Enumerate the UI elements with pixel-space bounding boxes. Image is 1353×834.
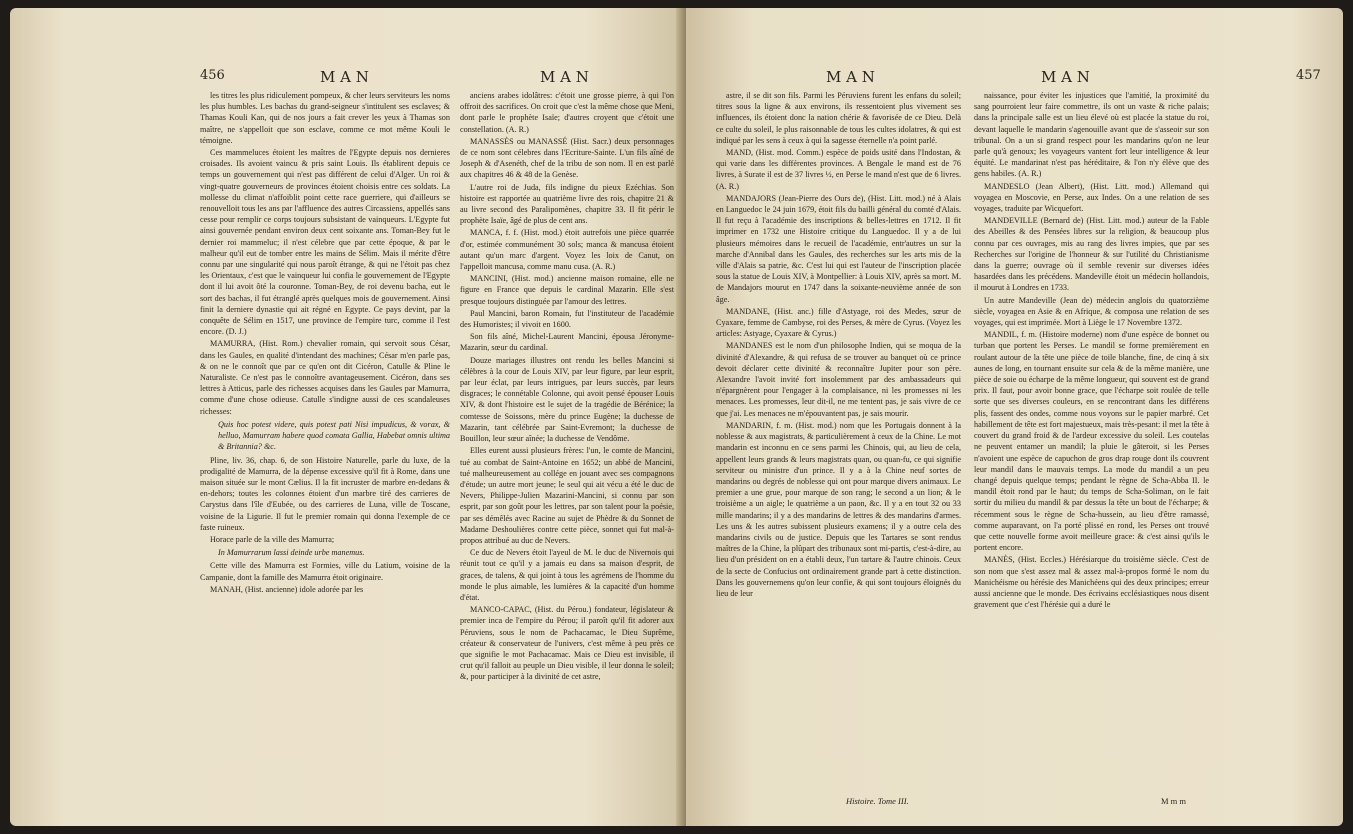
paragraph: MANASSÈS ou MANASSÉ (Hist. Sacr.) deux personnages de ce nom sont célebres dans l'Ecriture-Sainte. L'un fils aîné de Joseph & d'Asenéth, chef de la tribu de son nom. Il en est parlé aux chapitres 46 & 48 de la Genèse. bbox=[460, 136, 674, 180]
paragraph: MANDIL, f. m. (Histoire moderne) nom d'une espèce de bonnet ou turban que portent les Perses. Le mandil se forme premièrement en roulant autour de la tête une pièce de toile blanche, fine, de cinq à six aunes de long, en tournant ensuite sur cela & de la même manière, une pièce de soie ou écharpe de la même longueur, qui souvent est de grand prix. Il faut, pour avoir bonne grace, que l'écharpe soit roulée de telle sorte que ses diverses couleurs, en se rencontrant dans les différens plis, fassent des ondes, comme nous voyons sur le papier marbré. Cet habillement de tête est fort majestueux, mais très-pesant: il met la tête à couvert du grand froid & de l'ardeur excessive du soleil. Les coutelas ne peuvent entamer un mandil; la pluie le gâteroit, si les Perses n'avoient une espèce de capuchon de gros drap rouge dont ils couvrent leur mandil dans le mauvais temps. La mode du mandil a un peu changé depuis quelque temps; pendant le règne de Scha-Abba II. le mandil étoit rond par le haut; du temps de Scha-Soliman, on le fait sortir du milieu du mandil & par dessus la tête un bout de l'écharpe; & récemment sous le règne de Scha-hussein, au lieu d'être ramassé, comme auparavant, on l'a porté plissé en rond, les Perses ont trouvé que cette nouvelle forme avoit meilleure grace: & c'est ainsi qu'ils le portent encore. bbox=[974, 330, 1209, 553]
paragraph: anciens arabes idolâtres: c'étoit une grosse pierre, à qui l'on offroit des sacrifices. On croit que c'est la même chose que Meni, dont parle le prophète Isaïe; d'autres croyent que c'étoit une constellation. (A. R.) bbox=[460, 91, 674, 134]
footer-signature-left: Histoire. Tome III. bbox=[846, 796, 909, 806]
paragraph: Un autre Mandeville (Jean de) médecin anglois du quatorzième siècle, voyagea en Asie & en Afrique, & composa une relation de ses voyages, qui est imprimée. Mort à Liège le 17 Novembre 1372. bbox=[974, 295, 1209, 328]
paragraph: MAND, (Hist. mod. Comm.) espèce de poids usité dans l'Indostan, & qui varie dans les différentes provinces. A Bengale le mand est de 76 livres, à Surate il est de 37 livres ½, en Perse le mand n'est que de 6 livres. (A. R.) bbox=[716, 148, 961, 191]
paragraph: les titres les plus ridiculement pompeux, & cher leurs serviteurs les noms les plus humbles. Les bachas du grand-seigneur s'intitulent ses esclaves; & Thamas Kouli Kan, qui de nos jours a fait crever les yeux à Thamas son maître, ne s'appelloit que son esclave, comme ce mot même Kouli le témoigne. bbox=[200, 91, 450, 145]
paragraph: naissance, pour éviter les injustices que l'amitié, la proximité du sang pourroient leur faire commettre, ils ont un vaste & riche palais; dans la principale salle est un lieu élevé où est placée la statue du roi, devant laquelle le mandarin s'agenouille avant que de s'asseoir sur son tribunal. On a un si grand respect pour les mandarins qu'on ne leur parle qu'à genoux; les voyageurs vantent fort leur intelligence & leur équité. Le mandarinat n'est pas héréditaire, & l'on n'y élève que des gens habiles. (A. R.) bbox=[974, 91, 1209, 179]
left-running-head-1: M A N bbox=[320, 68, 369, 86]
right-page-number: 457 bbox=[1296, 68, 1321, 83]
paragraph: Paul Mancini, baron Romain, fut l'instituteur de l'académie des Humoristes; il vivoit en 1600. bbox=[460, 308, 674, 330]
paragraph: In Mamurrarum lassi deinde urbe manemus. bbox=[218, 548, 365, 558]
left-column-1 bbox=[200, 90, 450, 810]
paragraph: MANDEVILLE (Bernard de) (Hist. Litt. mod.) auteur de la Fable des Abeilles & des Pensées libres sur la religion, & beaucoup plus connu par ces ouvrages, mis au rang des livres impies, que par ses Recherches sur l'origine de l'honneur & sur l'utilité du Christianisme dans la guerre; ouvrage où il semble revenir sur diverses idées hasardées dans les précédens. Mandeville étoit un médecin hollandois, il mourut à Londres en 1733. bbox=[974, 216, 1209, 293]
paragraph: MANDARIN, f. m. (Hist. mod.) nom que les Portugais donnent à la noblesse & aux magistrats, & particulièrement à ceux de la Chine. Le mot mandarin est inconnu en ce sens parmi les Chinois, qui, au lieu de cela, appellent leurs grands & leurs magistrats quan, ou quan-fu, ce qui signifie serviteur ou ministre d'un prince. Il y a à la Chine neuf sortes de mandarins ou degrés de noblesse qui ont pour marque divers animaux. Le premier a une grue, pour marque de son rang; le second a un lion; & le troisième a un aigle; le quatrième a un paon, &c. Il y a en tout 32 ou 33 mille mandarins; il y a des mandarins de lettres & des mandarins d'armes. Les uns & les autres subissent plusieurs examens; il y a outre cela des mandarins civils ou de justice. Depuis que les Tartares se sont rendus maîtres de la Chine, la plûpart des tribunaux sont mi-partis, c'est-à-dire, au lieu d'un président on en a établi deux, l'un tartare & l'autre chinois. Ceux de la secte de Confucius ont ordinairement grande part à cette distinction. Dans les gouvernemens qu'on leur confie, & qui sont toujours éloignés du lieu de leur bbox=[716, 420, 961, 598]
left-page-number: 456 bbox=[200, 68, 225, 83]
paragraph: MANAH, (Hist. ancienne) idole adorée par les bbox=[210, 584, 364, 594]
paragraph: astre, il se dit son fils. Parmi les Péruviens furent les enfans du soleil; titres sous la ligne & aux environs, ils ressentoient plus vivement ses influences, ils étoient donc la nation chérie & favorisée de ce Dieu. Delà ce culte du soleil, le plus raisonnable de tous les cultes idolatres, & qui est indiqué par les sens à ceux à qui la sagesse éternelle n'a point parlé. bbox=[716, 91, 961, 145]
paragraph: Pline, liv. 36, chap. 6, de son Histoire Naturelle, parle du luxe, de la prodigalité de Mamurra, de la dépense excessive qu'il fit à Rome, dans une maison située sur le mont Cælius. Il la fit incruster de marbre en-dedans & en-dehors; toutes les colonnes étoient d'un marbre tiré des carrieres de Carystus dans l'île d'Eubée, ou des carrieres de Luna, ville de Toscane, voisine de la Ligurie. Il fut le premier romain qui donna l'exemple de ce faste ruineux. bbox=[200, 455, 450, 532]
paragraph: Cette ville des Mamurra est Formies, ville du Latium, voisine de la Campanie, dont la famille des Mamurra étoit originaire. bbox=[200, 561, 450, 582]
right-running-head-2: M A N bbox=[1041, 68, 1090, 86]
paragraph: MANDANES est le nom d'un philosophe Indien, qui se moqua de la divinité d'Alexandre, & qui refusa de se trouver au banquet où ce prince devoit déclarer cette divinité & reconnaître Jupiter pour son père. Alexandre l'avoit invité fort insolemment par des ambassadeurs qui n'épargnèrent pour l'engager à la complaisance, ni les promesses ni les menaces. Les promesses, leur dit-il, ne me tentent pas, je sais vivre de ce que j'ai. Les menaces ne m'épouvantent pas, je sais mourir. bbox=[716, 341, 961, 418]
paragraph: Horace parle de la ville des Mamurra; bbox=[210, 534, 335, 544]
right-page bbox=[686, 8, 1343, 826]
right-running-head-1: M A N bbox=[826, 68, 875, 86]
paragraph: MANCA, f. f. (Hist. mod.) étoit autrefois une pièce quarrée d'or, estimée communément 30 sols; manca & mancusa étoient autant qu'un marc d'argent. Voyez les loix de Canut, on l'appelloit mancusa, comme manu cusa. (A. R.) bbox=[460, 228, 674, 272]
paragraph: MANCINI, (Hist. mod.) ancienne maison romaine, elle ne figure en France que depuis le cardinal Mazarin. Elle s'est presque toujours distinguée par l'amour des lettres. bbox=[460, 274, 674, 306]
paragraph: MANDESLO (Jean Albert), (Hist. Litt. mod.) Allemand qui voyagea en Moscovie, en Perse, aux Indes. On a une relation de ses voyages, traduite par Wicquefort. bbox=[974, 181, 1209, 214]
right-column-1 bbox=[716, 90, 961, 792]
right-column-2 bbox=[974, 90, 1209, 810]
paragraph: Quis hoc potest videre, quis potest pati Nisi impudicus, & vorax, & helluo, Mamurram habere quod comata Gallia, Habebat omnis ultima & Britannia? &c. bbox=[218, 419, 450, 452]
paragraph: Douze mariages illustres ont rendu les belles Mancini si célèbres à la cour de Louis XIV, par leur figure, par leur esprit, par leur éclat, par leurs intrigues, par leurs succès, par leurs disgraces; le connétable Colonne, qui avoit pensé épouser Louis XIV, & dont l'histoire est le sujet de la tragédie de Bérénice; la comtesse de Soissons, mère du prince Eugène; la duchesse de Mazarin, tant célébrée par Saint-Evremont; la duchesse de Bouillon, leur sœur aînée; la duchesse de Vendôme. bbox=[460, 355, 674, 444]
paragraph: MANCO-CAPAC, (Hist. du Pérou.) fondateur, législateur & premier inca de l'empire du Pérou; il paroît qu'il fit adorer aux Péruviens, sous le nom de Pachacamac, le Dieu Suprême, créateur & conservateur de l'univers, c'est même à peu près ce que signifie le mot Pachacamac. Mais ce Dieu est invisible, il crut qu'il falloit au peuple un Dieu visible, il leur donna le soleil; &, pour participer à la divinité de cet astre, bbox=[460, 605, 674, 682]
paragraph: Elles eurent aussi plusieurs frères: l'un, le comte de Mancini, tué au combat de Saint-Antoine en 1652; un abbé de Mancini, tué malheureusement au collége en jouant avec ses compagnons d'étude; un autre mort jeune; le seul qui ait vécu a été le duc de Nevers, Philippe-Julien Mazarini-Mancini, si connu par son esprit, par son goût pour les lettres, par son talent pour la poésie, par ses démêlés avec Racine au sujet de Phèdre & du Sonnet de Madame Deshoulières contre cette pièce, sonnet qui fut mal-à-propos attribué au duc de Nevers. bbox=[460, 446, 674, 545]
left-running-head-2: M A N bbox=[540, 68, 589, 86]
paragraph: Ces mammeluces étoient les maîtres de l'Egypte depuis nos dernieres croisades. Ils avoient vaincu & pris saint Louis. Ils établirent depuis ce temps un gouvernement qui n'est pas différent de celui d'Alger. Un roi & vingt-quatre gouverneurs de provinces étoient choisis entre ces soldats. La mollesse du climat n'affoiblit point cette race guerriere, qui d'ailleurs se renouvelloit tous les ans par l'affluence des autres Circassiens, appellés sans cesse pour remplir ce corps toujours subsistant de vainqueurs. L'Egypte fut ainsi gouvernée pendant environ deux cent soixante ans. Toman-Bey fut le dernier roi mammeluc; il n'est célebre que par cette époque, & par le malheur qu'il eut de tomber entre les mains de Sélim. Mais il mérite d'être connu par une singularité qui nous paroît étrange, & qui ne l'étoit pas chez les Orientaux, c'est que le vainqueur lui confia le gouvernement de l'Egypte dont il lui avoit ôté la couronne. Toman-Bey, de roi devenu bacha, eut le sort des bachas, il fut étranglé après quelques mois de gouvernement. Ainsi finit la derniere dynastie qui ait régné en Egypte. Ce pays devint, par la conquête de Sélim en 1517, une province de l'empire turc, comme il l'est encore. (D. J.) bbox=[200, 148, 450, 337]
paragraph: MANDANE, (Hist. anc.) fille d'Astyage, roi des Medes, sœur de Cyaxare, femme de Cambyse, roi des Perses, & mère de Cyrus. (Voyez les articles: Astyage, Cyaxare & Cyrus.) bbox=[716, 306, 961, 339]
paragraph: L'autre roi de Juda, fils indigne du pieux Ezéchias. Son histoire est rapportée au quatrième livre des rois, chapitre 21 & au livre second des Paralipomènes, chapitre 33. Il fit périr le prophète Isaïe, âgé de plus de cent ans. bbox=[460, 182, 674, 226]
paragraph: MANDAJORS (Jean-Pierre des Ours de), (Hist. Litt. mod.) né à Alais en Languedoc le 24 juin 1679, étoit fils du bailli général du comté d'Alais. Il fut reçu à l'académie des inscriptions & belles-lettres en 1712. Il fit imprimer en 1732 une Histoire critique du Languedoc. Il y a de lui plusieurs mémoires dans le recueil de l'académie, entr'autres un sur la marche d'Annibal dans les Gaules, des recherches sur les arts mis de la ville d'Alais sa patrie, &c. C'est lui qui est l'auteur de l'inscription placée sous la statue de Louis XIV, à Montpellier: à Louis XIV, après sa mort. M. de Mandajors mourut en 1747 dans la soixante-neuvième année de son âge. bbox=[716, 193, 961, 304]
paragraph: Son fils aîné, Michel-Laurent Mancini, épousa Jéronyme-Mazarin, sœur du cardinal. bbox=[460, 332, 674, 353]
footer-signature-right: M m m bbox=[1161, 796, 1187, 806]
paragraph: MAMURRA, (Hist. Rom.) chevalier romain, qui servoit sous César, dans les Gaules, en qualité d'intendant des machines; César m'en parle pas, & on ne le connoît que par ce qu'en ont dit Cicéron, Catulle & Pline le Naturaliste. Ce n'est pas le connoître avantageusement. Cicéron, dans ses lettres à Atticus, parle des richesses acquises dans les Gaules par Mamurra, comme d'une chose odieuse. Catulle s'indigne aussi de ces scandaleuses richesses: bbox=[200, 339, 450, 416]
left-column-2 bbox=[460, 90, 674, 810]
left-page bbox=[10, 8, 686, 826]
paragraph: Ce duc de Nevers étoit l'ayeul de M. le duc de Nivernois qui réunit tout ce qu'il y a jamais eu dans sa maison d'esprit, de graces, de talens, & qui joint à tous les agrémens de l'homme du monde le plus aimable, les lumières & la capacité d'un homme d'état. bbox=[460, 548, 674, 602]
paragraph: MANÈS, (Hist. Eccles.) Hérésiarque du troisième siècle. C'est de son nom que s'est assez mal & assez mal-à-propos formé le nom du Manichéisme ou hérésie des Manichéens qui des deux principes; erreur aussi ancienne que le monde. Des écrivains ecclésiastiques nous disent gravement que c'est l'hérésie qui a duré le bbox=[974, 555, 1209, 610]
